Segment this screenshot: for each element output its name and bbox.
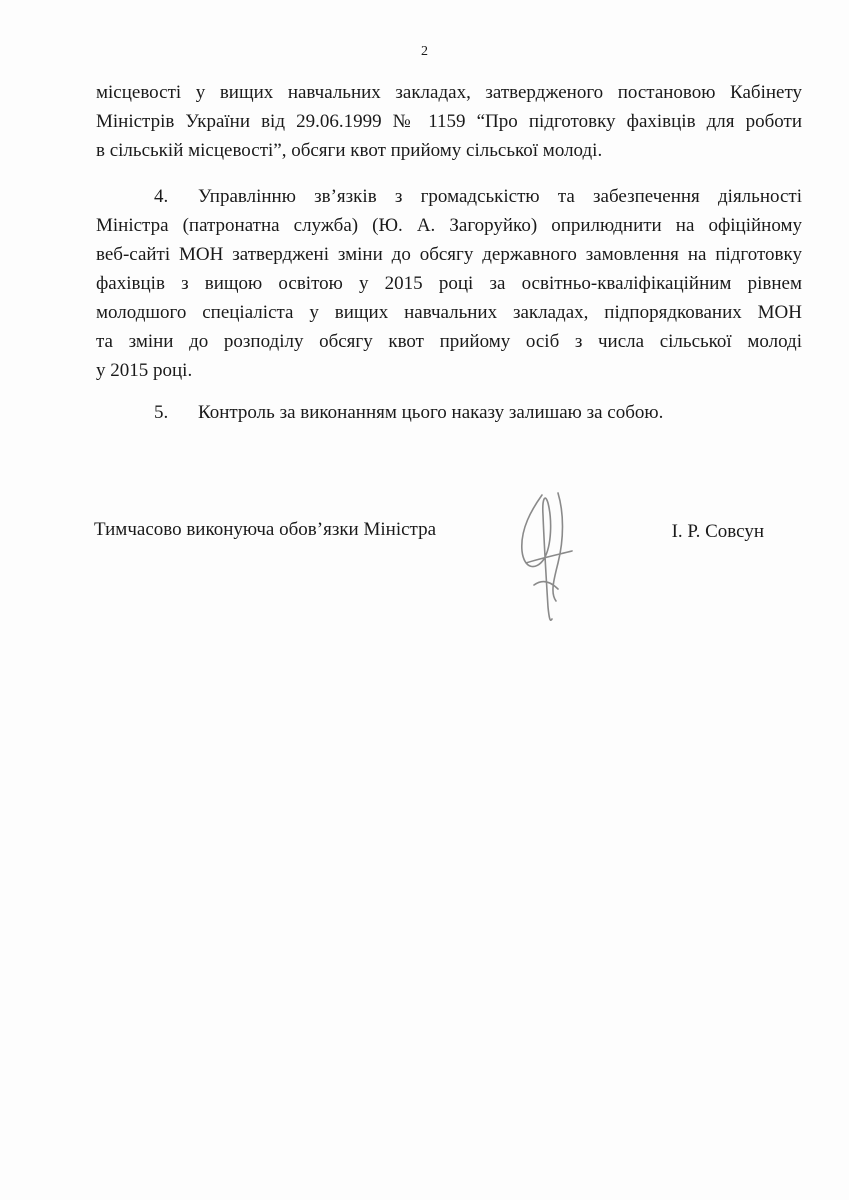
paragraph-line: веб-сайті МОН затверджені зміни до обсягу державного замовлення на підготовку: [96, 244, 802, 265]
item-number: 5.: [154, 402, 169, 423]
paragraph-line: Міністрів України від 29.06.1999 № 1159 “Про підготовку фахівців для роботи: [96, 111, 802, 132]
continuation-paragraph: [96, 78, 802, 165]
signatory-title: Тимчасово виконуюча обов’язки Міністра: [94, 519, 436, 540]
paragraph-line: та зміни до розподілу обсягу квот прийому осіб з числа сільської молоді: [96, 331, 802, 352]
paragraph-line: у 2015 році.: [96, 360, 193, 381]
paragraph-first-line: [96, 182, 802, 211]
paragraph-line: молодшого спеціаліста у вищих навчальних закладах, підпорядкованих МОН: [96, 302, 802, 323]
paragraph-line: в сільській місцевості”, обсяги квот прийому сільської молоді.: [96, 140, 603, 161]
item-number: 4.: [154, 186, 169, 207]
signatory-name: І. Р. Совсун: [671, 521, 764, 542]
handwritten-signature: [512, 489, 582, 629]
paragraph-first-line: [96, 398, 802, 427]
item-4-paragraph: [96, 182, 802, 385]
paragraph-line: Міністра (патронатна служба) (Ю. А. Загоруйко) оприлюднити на офіційному: [96, 215, 802, 236]
paragraph-line-text: Управлінню зв’язків з громадськістю та забезпечення діяльності: [198, 186, 802, 207]
paragraph-line: місцевості у вищих навчальних закладах, затвердженого постановою Кабінету: [96, 82, 802, 103]
page-number: 2: [421, 44, 428, 59]
paragraph-line: фахівців з вищою освітою у 2015 році за освітньо-кваліфікаційним рівнем: [96, 273, 802, 294]
signature-block: [94, 519, 764, 639]
paragraph-line-text: Контроль за виконанням цього наказу залишаю за собою.: [198, 402, 664, 423]
item-5-paragraph: [96, 398, 802, 427]
